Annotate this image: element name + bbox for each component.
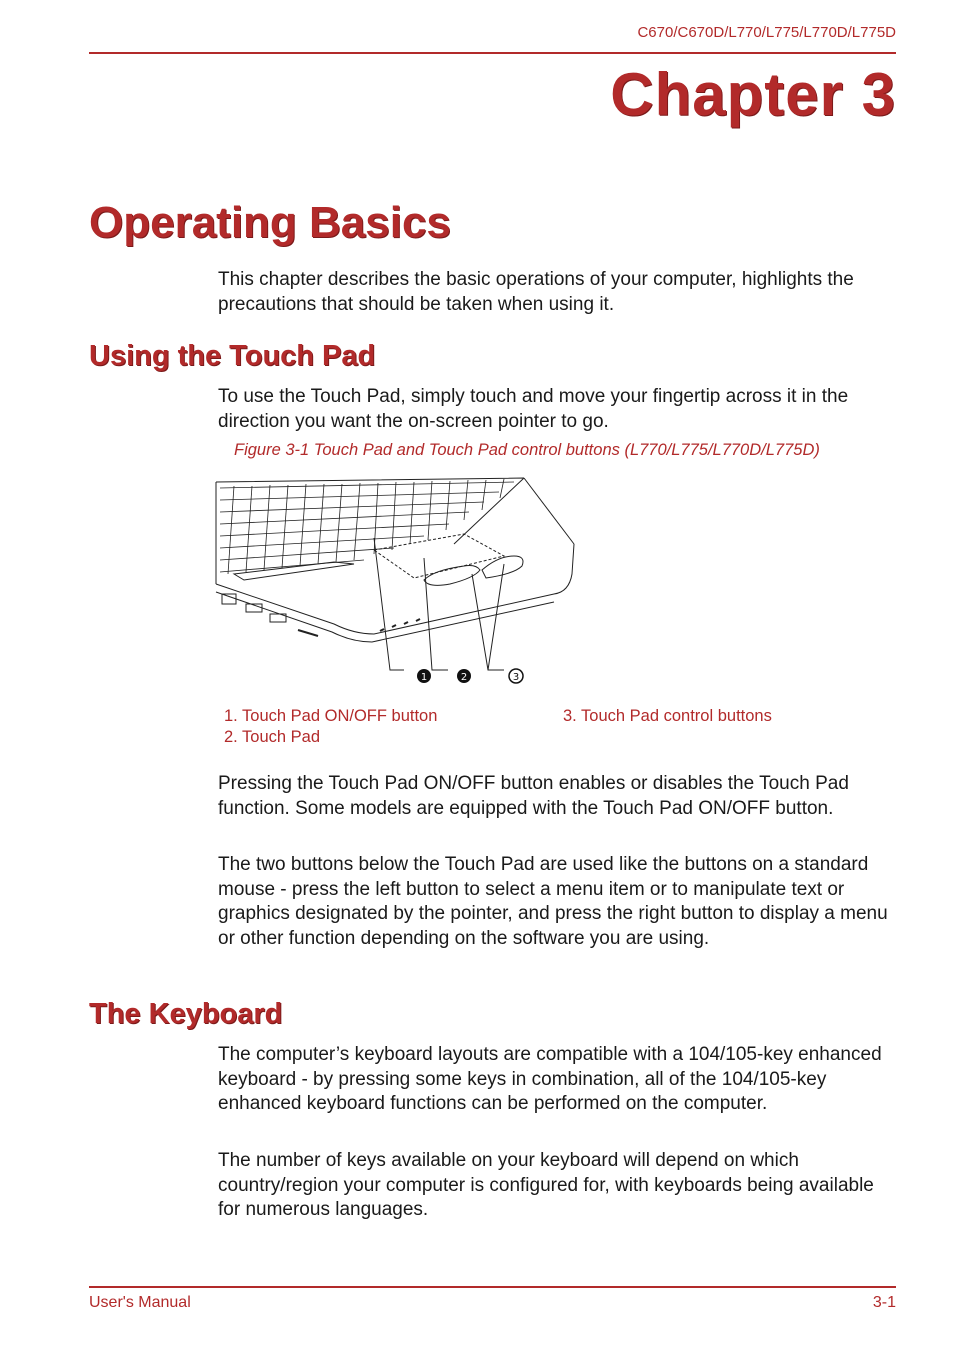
footer-manual-label: User's Manual [89,1294,191,1311]
touchpad-paragraph-3: The two buttons below the Touch Pad are used like the buttons on a standard mouse - press the left button to select a menu item or to manipulate text or graphics designated by the pointer, and press the right button to display a menu or other function depending on the software you are using. [218,854,888,949]
chapter-title: Operating Basics [89,198,451,247]
chapter-label: Chapter 3 [610,61,896,128]
touchpad-paragraph-2: Pressing the Touch Pad ON/OFF button enables or disables the Touch Pad function. Some models are equipped with the Touch Pad ON/OFF button. [218,773,849,819]
section-heading-keyboard: The Keyboard [89,998,283,1030]
legend-item-3: 3. Touch Pad control buttons [563,707,772,725]
legend-item-2: 2. Touch Pad [224,728,321,746]
figure-caption: Figure 3-1 Touch Pad and Touch Pad control buttons (L770/L775/L770D/L775D) [234,441,820,459]
intro-paragraph: This chapter describes the basic operations of your computer, highlights the precautions that should be taken when using it. [218,269,854,315]
callout-label-1: 1 [420,672,428,683]
touchpad-figure [214,474,586,688]
header-rule [89,52,896,54]
callout-label-3: 3 [512,672,520,683]
header-model-list: C670/C670D/L770/L775/L770D/L775D [637,24,896,41]
keyboard-paragraph-1: The computer’s keyboard layouts are compatible with a 104/105-key enhanced keyboard - by pressing some keys in combination, all of the 104/105-key enhanced keyboard functions can be performed on the computer. [218,1044,882,1114]
footer-page-number: 3-1 [872,1294,896,1311]
callout-markers [417,669,523,683]
keyboard-paragraph-2: The number of keys available on your keyboard will depend on which country/region your computer is configured for, with keyboards being available for numerous languages. [218,1150,874,1220]
touchpad-paragraph-1: To use the Touch Pad, simply touch and move your fingertip across it in the direction you want the on-screen pointer to go. [218,386,849,432]
legend-item-1: 1. Touch Pad ON/OFF button [224,707,438,725]
footer-rule [89,1286,896,1288]
section-heading-touchpad: Using the Touch Pad [89,340,376,372]
callout-label-2: 2 [460,672,468,683]
